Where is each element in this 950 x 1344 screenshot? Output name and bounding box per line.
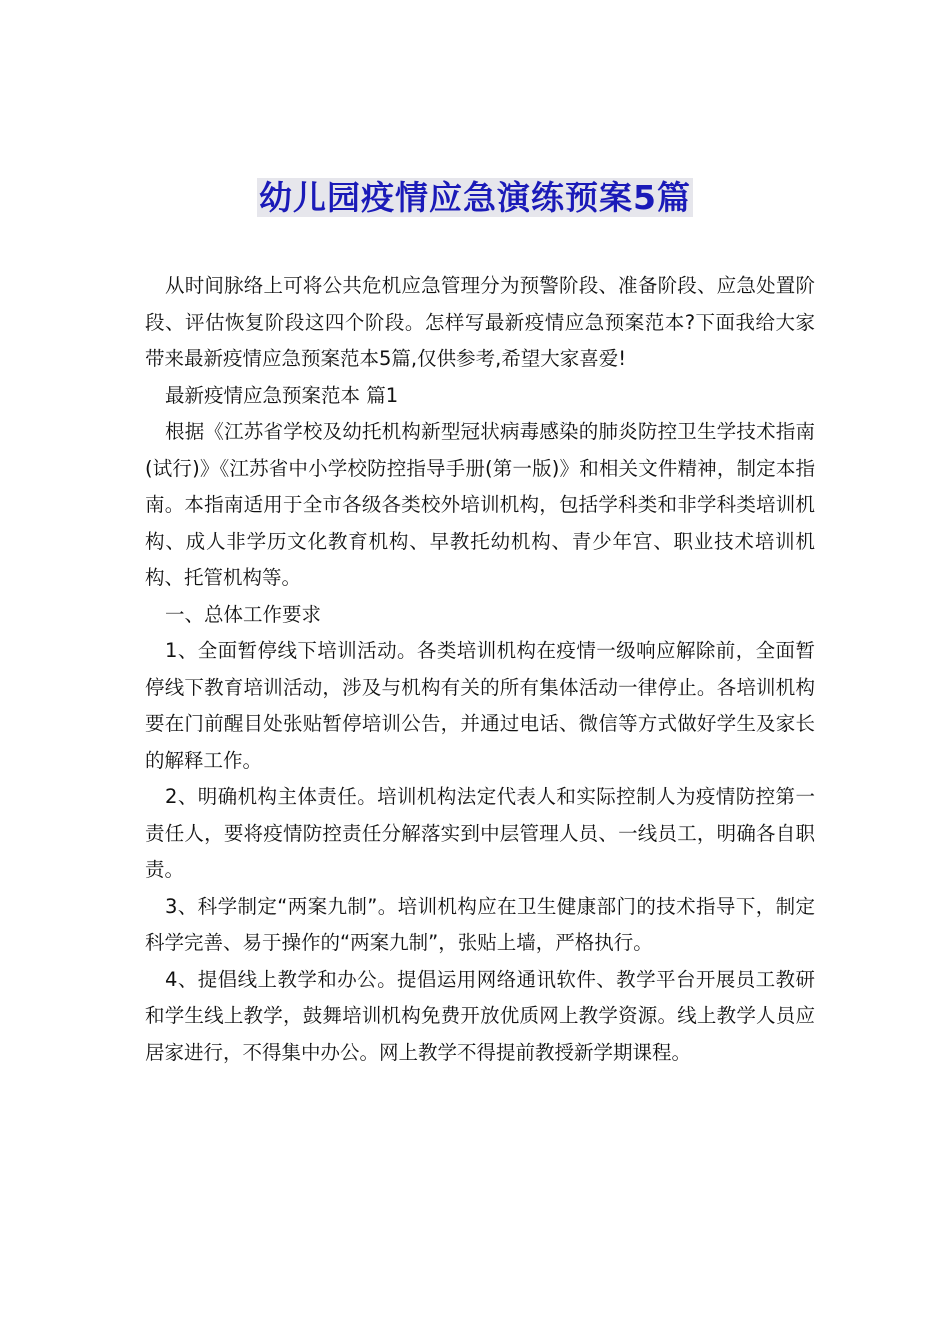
item-paragraph-3: 3、科学制定“两案九制”。培训机构应在卫生健康部门的技术指导下，制定科学完善、易于操作的“两案九制”，张贴上墙，严格执行。 — [145, 894, 815, 954]
item-paragraph-4: 4、提倡线上教学和办公。提倡运用网络通讯软件、教学平台开展员工教研和学生线上教学，鼓舞培训机构免费开放优质网上教学资源。线上教学人员应居家进行，不得集中办公。网上教学不得提前教授新学期课程。 — [145, 967, 815, 1064]
basis-paragraph: 根据《江苏省学校及幼托机构新型冠状病毒感染的肺炎防控卫生学技术指南(试行)》《江苏省中小学校防控指导手册(第一版)》和相关文件精神，制定本指南。本指南适用于全市各级各类校外培训机构，包括学科类和非学科类培训机构、成人非学历文化教育机构、早教托幼机构、青少年宫、职业技术培训机构、托管机构等。 — [145, 420, 815, 589]
section-heading: 最新疫情应急预案范本 篇1 — [165, 383, 399, 407]
document-title-text: 幼儿园疫情应急演练预案5篇 — [259, 178, 691, 217]
subsection-heading: 一、总体工作要求 — [165, 602, 322, 626]
item-paragraph-1: 1、全面暂停线下培训活动。各类培训机构在疫情一级响应解除前，全面暂停线下教育培训活动，涉及与机构有关的所有集体活动一律停止。各培训机构要在门前醒目处张贴暂停培训公告，并通过电话、微信等方式做好学生及家长的解释工作。 — [145, 639, 815, 772]
document-title — [0, 175, 950, 221]
document-body — [145, 268, 815, 1071]
item-paragraph-2: 2、明确机构主体责任。培训机构法定代表人和实际控制人为疫情防控第一责任人，要将疫情防控责任分解落实到中层管理人员、一线员工，明确各自职责。 — [145, 785, 815, 881]
intro-paragraph: 从时间脉络上可将公共危机应急管理分为预警阶段、准备阶段、应急处置阶段、评估恢复阶段这四个阶段。怎样写最新疫情应急预案范本?下面我给大家带来最新疫情应急预案范本5篇,仅供参考,希望大家喜爱! — [145, 274, 815, 370]
